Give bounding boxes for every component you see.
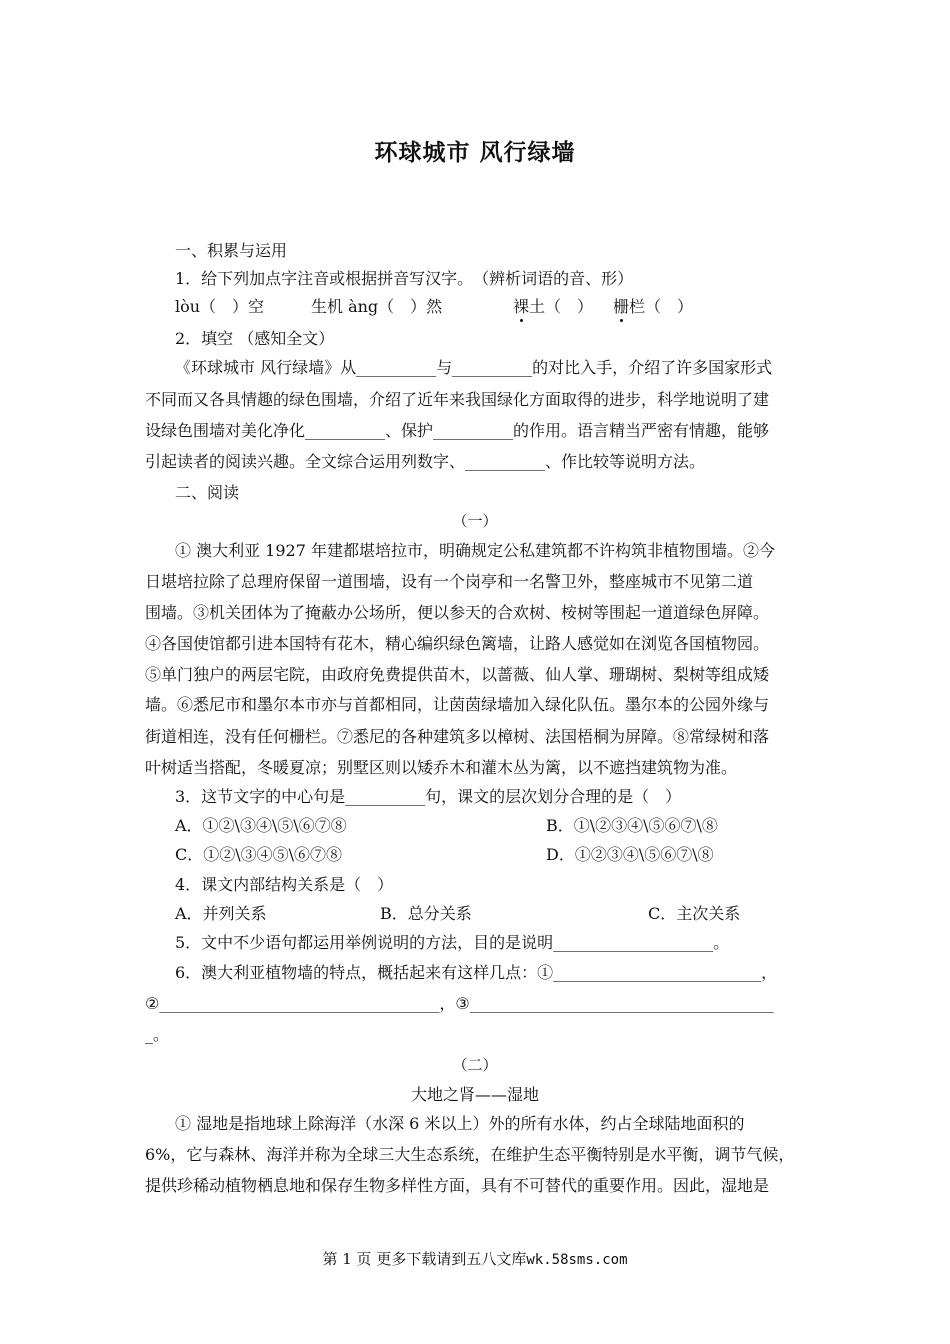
section1-heading: 一、积累与运用 (175, 241, 288, 260)
q2-prompt: 2．填空 （感知全文） (175, 329, 335, 348)
footer-text: 更多下载请到五八文库 (376, 1250, 527, 1268)
q6-line: _。 (145, 1025, 170, 1044)
q2-line: 引起读者的阅读兴趣。全文综合运用列数字、__________、作比较等说明方法。 (145, 452, 706, 471)
part1-paragraph-line: ⑤单门独户的两层宅院，由政府免费提供苗木，以蔷薇、仙人掌、珊瑚树、梨树等组成矮 (145, 665, 770, 684)
part2-paragraph-line: ① 湿地是指地球上除海洋（水深 6 米以上）外的所有水体，约占全球陆地面积的 (175, 1114, 745, 1133)
q3-option-c: C．①②\③④⑤\⑥⑦⑧ (175, 845, 343, 864)
part1-label: （一） (452, 512, 498, 530)
part1-paragraph-line: ④各国使馆都引进本国特有花木，精心编织绿色篱墙，让路人感觉如在浏览各国植物园。 (145, 634, 770, 653)
q4-option-c: C．主次关系 (648, 904, 741, 923)
q6-line: ②___________________________________，③______________________________________ (145, 994, 774, 1013)
q1-item4-dotted-char: 栅 (613, 297, 630, 316)
q3-option-d: D．①②③④\⑤⑥⑦\⑧ (546, 845, 714, 864)
q5-prompt: 5．文中不少语句都运用举例说明的方法，目的是说明____________________。 (175, 933, 730, 952)
q2-line: 不同而又各具情趣的绿色围墙，介绍了近年来我国绿化方面取得的进步，科学地说明了建 (145, 390, 770, 409)
part2-label: （二） (452, 1056, 498, 1074)
part2-paragraph-line: 6%，它与森林、海洋并称为全球三大生态系统，在维护生态平衡特别是水平衡，调节气候， (145, 1145, 795, 1164)
q1-item4 (613, 296, 693, 318)
q1-item3-rest: 土（ ） (529, 297, 594, 316)
footer-page-number: 第 1 页 (322, 1250, 372, 1268)
q1-prompt: 1．给下列加点字注音或根据拼音写汉字。 （辨析词语的音、形） (175, 269, 634, 288)
part2-paragraph-line: 提供珍稀动植物栖息地和保存生物多样性方面，具有不可替代的重要作用。因此，湿地是 (145, 1176, 770, 1195)
q1-item3-dotted-char: 裸 (513, 297, 530, 316)
part1-paragraph-line: 围墙。③机关团体为了掩蔽办公场所，便以参天的合欢树、桉树等围起一道道绿色屏障。 (145, 603, 770, 622)
part1-paragraph-line: 叶树适当搭配，冬暖夏凉；别墅区则以矮乔木和灌木丛为篱，以不遮挡建筑物为准。 (145, 758, 738, 777)
q4-option-a: A．并列关系 (175, 904, 267, 923)
section2-heading: 二、阅读 (175, 483, 240, 502)
part1-paragraph-line: 街道相连，没有任何栅栏。⑦悉尼的各种建筑多以樟树、法国梧桐为屏障。⑧常绿树和落 (145, 727, 770, 746)
q3-prompt: 3．这节文字的中心句是__________句，课文的层次划分合理的是（ ） (175, 787, 682, 806)
q1-item2: 生机 àng（ ）然 (311, 297, 443, 316)
part1-paragraph-line: 日堪培拉除了总理府保留一道围墙，设有一个岗亭和一名警卫外，整座城市不见第二道 (145, 572, 754, 591)
q4-prompt: 4．课文内部结构关系是（ ） (175, 875, 394, 894)
q1-item4-rest: 栏（ ） (629, 297, 694, 316)
q4-option-b: B．总分关系 (380, 904, 472, 923)
part1-paragraph-line: ① 澳大利亚 1927 年建都堪培拉市，明确规定公私建筑都不许构筑非植物围墙。②今 (175, 541, 775, 560)
q2-line: 设绿色围墙对美化净化__________、保护__________的作用。语言精当严密有情趣，能够 (145, 421, 770, 440)
part1-paragraph-line: 墙。⑥悉尼市和墨尔本市亦与首都相同，让茵茵绿墙加入绿化队伍。墨尔本的公园外缘与 (145, 695, 770, 714)
part2-subtitle: 大地之肾——湿地 (410, 1085, 539, 1104)
page-title: 环球城市 风行绿墙 (374, 139, 576, 166)
q6-line: 6．澳大利亚植物墙的特点，概括起来有这样几点：①__________________________， (175, 963, 778, 982)
q2-line: 《环球城市 风行绿墙》从__________与__________的对比入手，介绍了许多国家形式 (175, 358, 773, 377)
q3-option-a: A．①②\③④\⑤\⑥⑦⑧ (175, 816, 347, 835)
page-footer (0, 1248, 950, 1269)
footer-site-link[interactable]: wk.58sms.com (526, 1252, 628, 1268)
q1-item1: lòu（ ）空 (175, 297, 265, 316)
q1-item3 (513, 296, 593, 318)
q3-option-b: B．①\②③④\⑤⑥⑦\⑧ (546, 816, 718, 835)
